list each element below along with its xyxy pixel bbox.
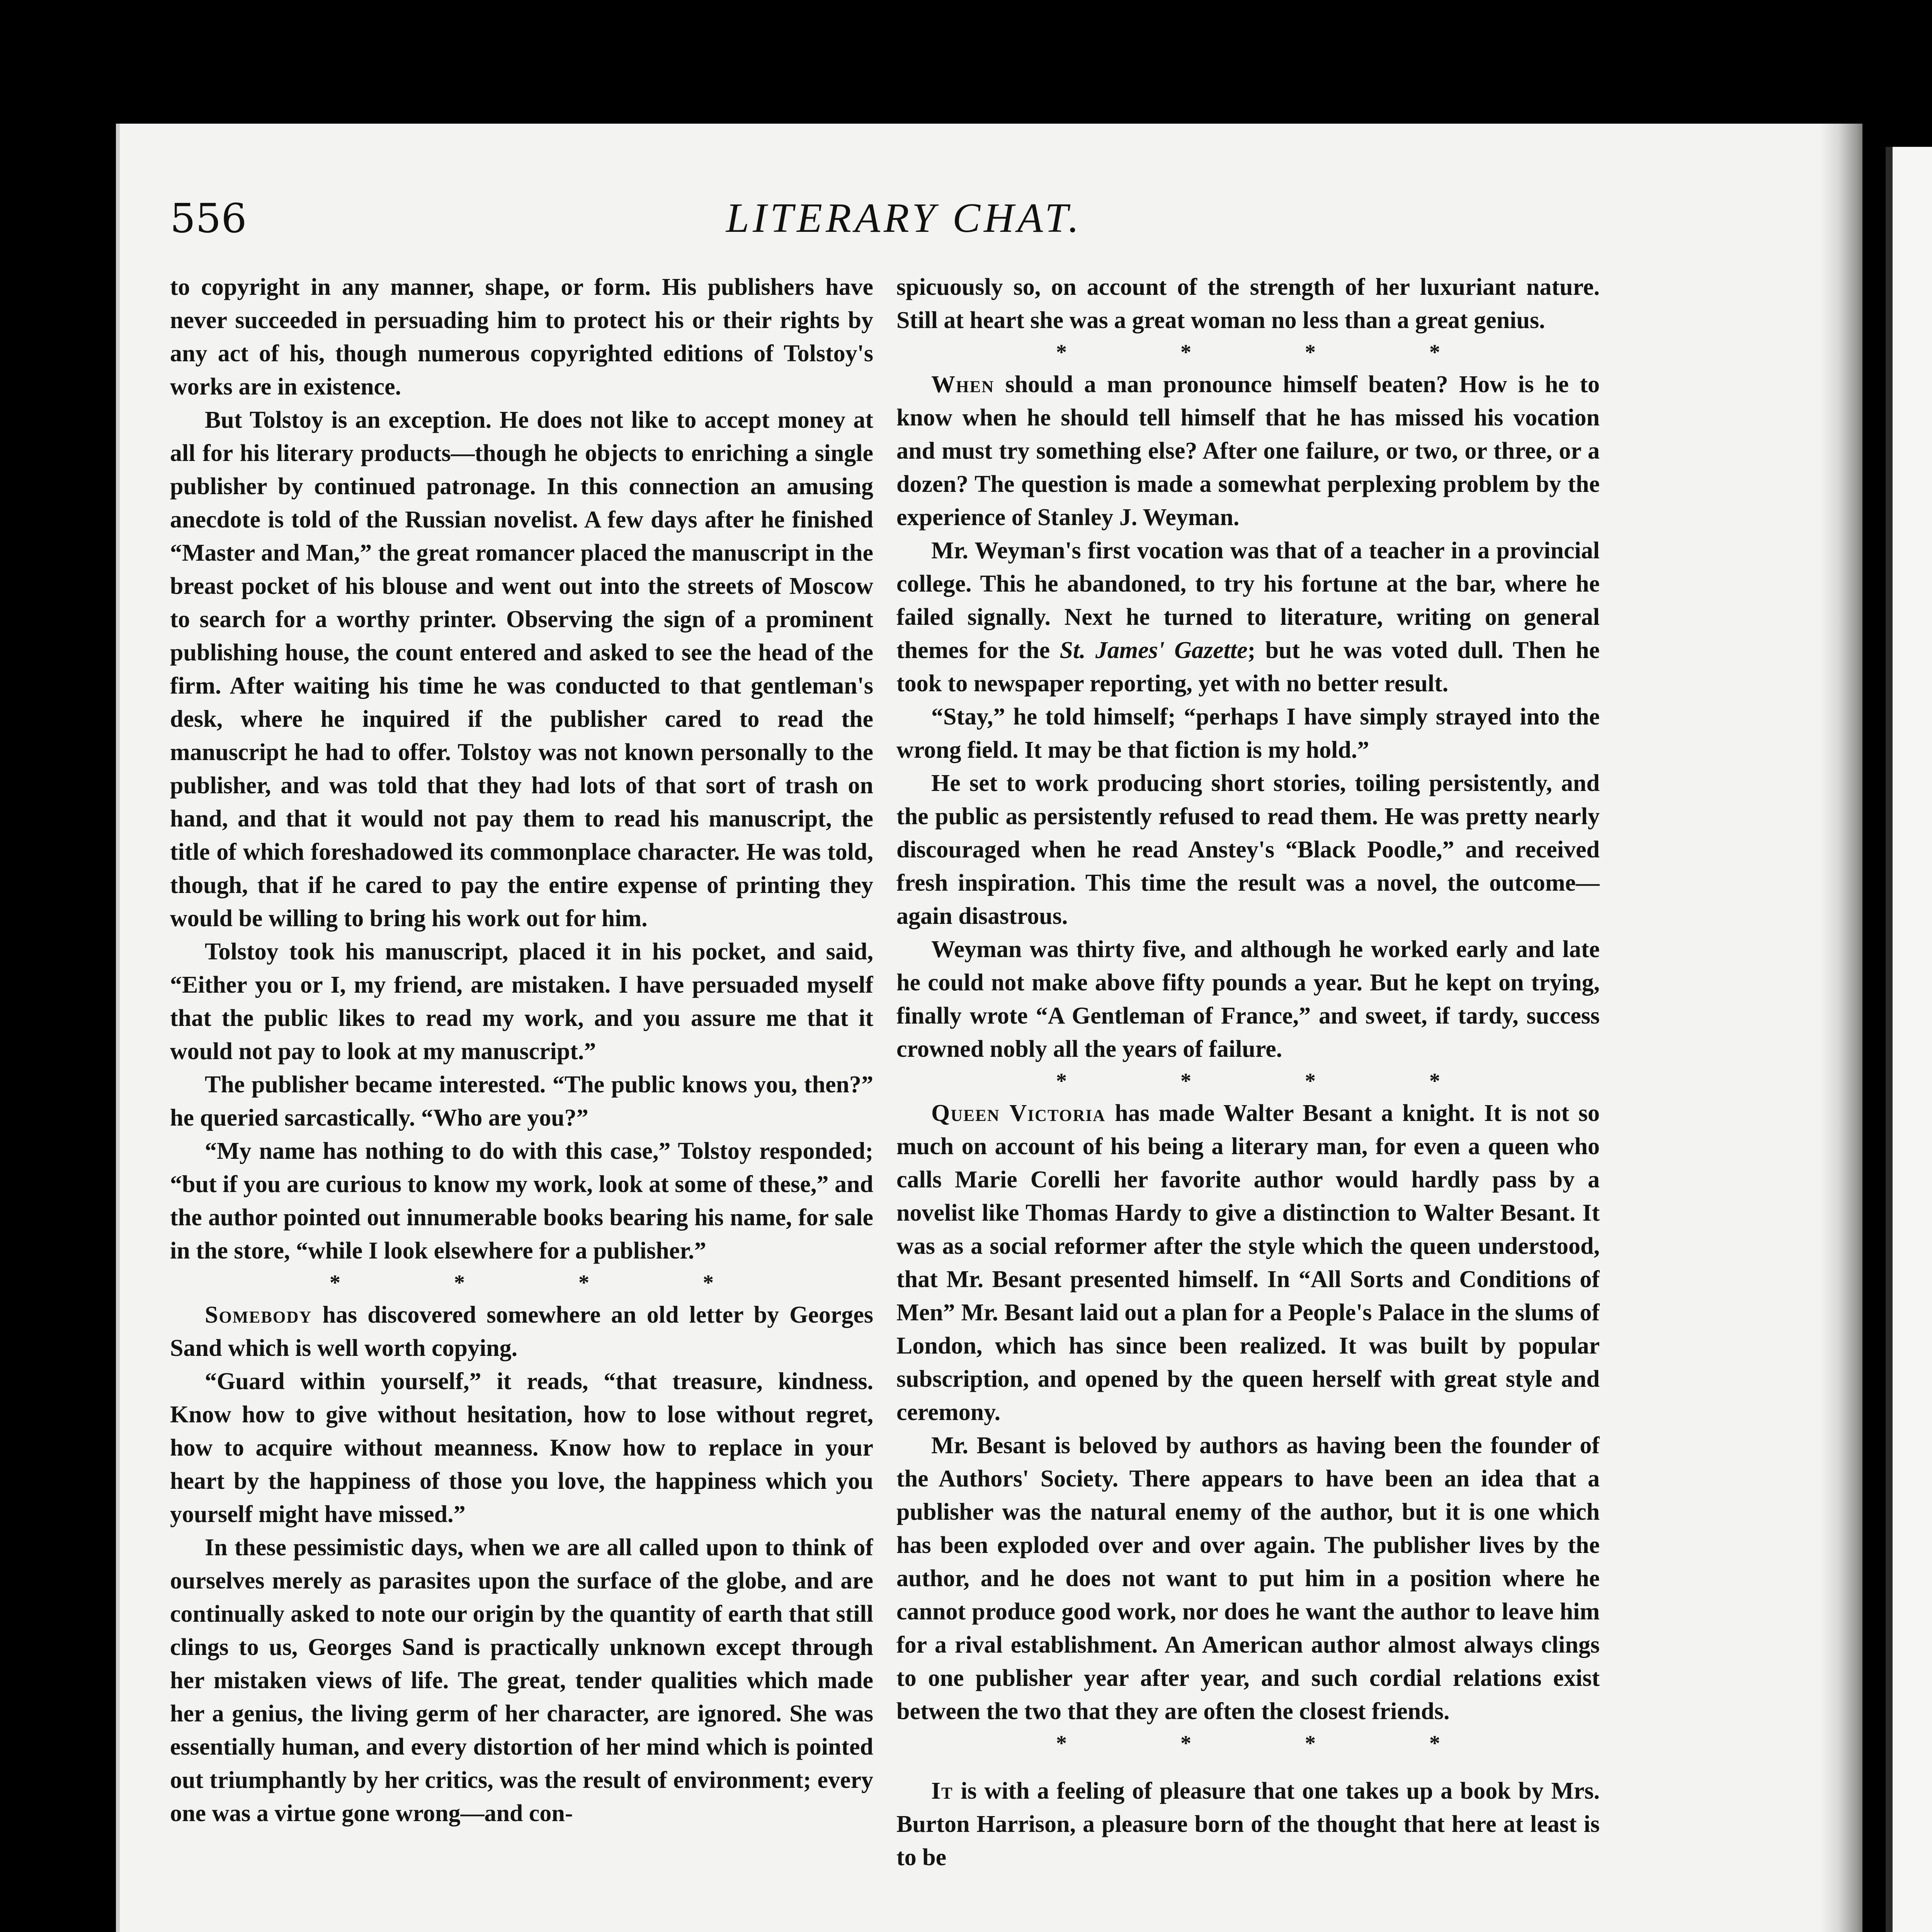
paragraph [896,368,1600,534]
paragraph-lead-word: When [931,371,995,398]
section-divider: * * * * [1056,340,1494,364]
section-divider: * * * * [1056,1069,1494,1093]
paragraph-text: has discovered somewhere an old letter by Georges Sand which is well worth copying. [170,1302,873,1361]
paragraph-text: Mr. Weyman's first vocation was that of a teacher in a provincial college. This he abandoned, to try his fortune at the bar, where he failed signally. Next he turned to literature, writing on general themes for the [896,537,1600,663]
paragraph: But Tolstoy is an exception. He does not like to accept money at all for his literary products—though he objects to enriching a single publisher by continued patronage. In this connection an amusing anecdote is told of the Russian novelist. A few days after he finished “Master and Man,” the great romancer placed the manuscript in the breast pocket of his blouse and went out into the streets of Moscow to search for a worthy printer. Observing the sign of a prominent publishing house, the count entered and asked to see the head of the firm. After waiting his time he was conducted to that gentleman's desk, where he inquired if the publisher cared to read the manuscript he had to offer. Tolstoy was not known personally to the publisher, and was told that they had lots of that sort of trash on hand, and that it would not pay them to read his manuscript, the title of which foreshadowed its commonplace character. He was told, though, that if he cared to pay the entire expense of printing they would be willing to bring his work out for him. [170,407,873,932]
paragraph-lead-word: Somebody [205,1302,312,1328]
section-divider: * * * * [330,1271,768,1295]
paragraph: Mr. Besant is beloved by authors as having been the founder of the Authors' Society. There appears to have been an idea that a publisher was the natural enemy of the author, but it is one which has been exploded over and over again. The publisher lives by the author, and he does not want to put him in a position where he cannot produce good work, nor does he want the author to leave him for a rival establishment. An American author almost always clings to one publisher year after year, and such cordial relations exist between the two that they are often the closest friends. [896,1432,1600,1725]
paragraph [896,534,1600,700]
section-divider: * * * * [1056,1731,1494,1755]
left-column [170,270,873,1932]
page-number: 556 [170,195,247,242]
facing-page-edge [1886,147,1932,1932]
paragraph: In these pessimistic days, when we are all called upon to think of ourselves merely as parasites upon the surface of the globe, and are continually asked to note our origin by the quantity of earth that still clings to us, Georges Sand is practically unknown except through her mistaken views of life. The great, tender qualities which made her a genius, the living germ of her character, are ignored. She was essentially human, and every distortion of her mind which is pointed out triumphantly by her critics, was the result of environment; every one was a virtue gone wrong—and con- [170,1534,873,1827]
paragraph-text: has made Walter Besant a knight. It is not so much on account of his being a literary man, for even a queen who calls Marie Corelli her favorite author would hardly pass by a novelist like Thomas Hardy to give a distinction to Walter Besant. It was as a social reformer after the style which the queen understood, that Mr. Besant presented himself. In “All Sorts and Conditions of Men” Mr. Besant laid out a plan for a People's Palace in the slums of London, which has since been realized. It was built by popular subscription, and opened by the queen herself with great style and ceremony. [896,1100,1600,1425]
paragraph-text: is with a feeling of pleasure that one takes up a book by Mrs. Burton Harrison, a pleasure born of the thought that here at least is to be [896,1778,1600,1871]
page-gutter-shadow [1820,124,1862,1932]
paragraph: “My name has nothing to do with this case,” Tolstoy responded; “but if you are curious to know my work, look at some of these,” and the author pointed out innumerable books bearing his name, for sale in the store, “while I look elsewhere for a publisher.” [170,1138,873,1264]
running-head: LITERARY CHAT. [726,195,1083,241]
paragraph-lead-word: It [931,1778,953,1804]
paragraph-text: should a man pronounce himself beaten? How is he to know when he should tell himself that he has missed his vocation and must try something else? After one failure, or two, or three, or a dozen? The question is made a somewhat perplexing problem by the experience of Stanley J. Weyman. [896,371,1600,531]
page-header [170,189,1638,247]
paragraph [896,1774,1600,1874]
paragraph-text: ; but he was voted dull. Then he took to newspaper reporting, yet with no better result. [896,637,1600,697]
paragraph: Tolstoy took his manuscript, placed it in his pocket, and said, “Either you or I, my friend, are mistaken. I have persuaded myself that the public likes to read my work, and you assure me that it would not pay to look at my manuscript.” [170,939,873,1065]
paragraph: He set to work producing short stories, toiling persistently, and the public as persistently refused to read them. He was pretty nearly discouraged when he read Anstey's “Black Poodle,” and received fresh inspiration. This time the result was a novel, the outcome—again disastrous. [896,770,1600,929]
paragraph [896,1097,1600,1429]
paragraph-lead-word: Queen Victoria [931,1100,1106,1126]
paragraph [170,1298,873,1365]
right-column [896,270,1600,1932]
paragraph: Weyman was thirty five, and although he worked early and late he could not make above fifty pounds a year. But he kept on trying, finally wrote “A Gentleman of France,” and sweet, if tardy, success crowned nobly all the years of failure. [896,936,1600,1062]
paragraph: “Stay,” he told himself; “perhaps I have simply strayed into the wrong field. It may be that fiction is my hold.” [896,704,1600,763]
publication-title: St. James' Gazette [1060,637,1248,663]
paragraph: The publisher became interested. “The public knows you, then?” he queried sarcastically. “Who are you?” [170,1071,873,1131]
paragraph: to copyright in any manner, shape, or form. His publishers have never succeeded in persuading him to protect his or their rights by any act of his, though numerous copyrighted editions of Tolstoy's works are in existence. [170,274,873,400]
paragraph: “Guard within yourself,” it reads, “that treasure, kindness. Know how to give without hesitation, how to lose without regret, how to acquire without meanness. Know how to replace in your heart by the happiness of those you love, the happiness which you yourself might have missed.” [170,1368,873,1527]
paragraph: spicuously so, on account of the strength of her luxuriant nature. Still at heart she was a great woman no less than a great genius. [896,274,1600,333]
